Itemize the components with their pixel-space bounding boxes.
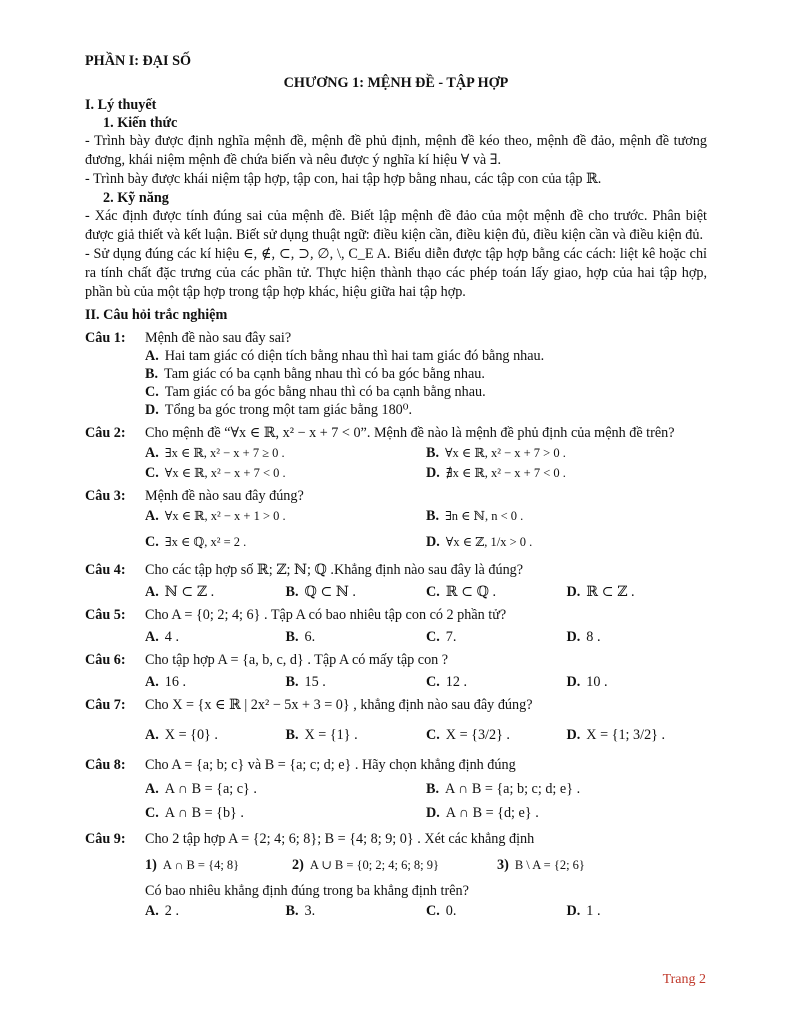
option-label: A. [145,348,159,364]
question-5 [85,606,707,624]
option-label: C. [145,465,159,481]
option-text: ∄x ∈ ℝ, x² − x + 7 < 0 . [445,466,566,480]
question-6-options [85,673,707,691]
question-number: Câu 6: [85,652,126,668]
option-label: C. [145,534,159,550]
subsection-skills: 2. Kỹ năng [103,190,169,206]
option-label: D. [426,805,440,821]
option-text: ∃x ∈ ℝ, x² − x + 7 ≥ 0 . [164,446,285,460]
question-4-options [85,583,707,601]
question-6 [85,651,707,669]
question-8-options [85,780,707,822]
option-label: A. [145,584,159,600]
option-label: A. [145,903,159,919]
option-text: A ∩ B = {d; e} . [445,805,539,821]
option-text: Tổng ba góc trong một tam giác bằng 180⁰. [164,402,413,418]
option-label: A. [145,674,159,690]
option-label: C. [426,903,440,919]
knowledge-para-1: - Trình bày được định nghĩa mệnh đề, mệnh đề phủ định, mệnh đề kéo theo, mệnh đề đảo, mệnh đề tương đương, khái niệm mệnh đề chứa biến và nêu được ý nghĩa kí hiệu ∀ và ∃. [85,133,707,168]
option-label: C. [426,727,440,743]
section-theory: I. Lý thuyết [85,97,157,113]
option-label: C. [426,674,440,690]
document-page [85,52,707,920]
option-label: B. [426,508,440,524]
statement-label: 1) [145,857,157,873]
statement-text: A ∪ B = {0; 2; 4; 6; 8; 9} [309,858,440,872]
option-label: D. [566,727,581,743]
option-text: ℝ ⊂ ℚ . [445,584,497,600]
option-text: Hai tam giác có diện tích bằng nhau thì hai tam giác đó bằng nhau. [164,348,545,364]
option-text: X = {1} . [304,727,358,743]
option-label: D. [566,674,581,690]
question-3 [85,487,707,505]
option-label: A. [145,445,159,461]
question-8 [85,756,707,774]
question-2 [85,424,707,442]
knowledge-para-2: - Trình bày được khái niệm tập hợp, tập con, hai tập hợp bằng nhau, các tập con của tập ℝ. [85,171,602,187]
option-text: ℝ ⊂ ℤ . [586,584,635,600]
option-text: X = {3/2} . [445,727,510,743]
question-5-options [85,628,707,646]
option-label: A. [145,508,159,524]
option-text: 2 . [164,903,179,919]
option-text: 15 . [304,674,326,690]
option-text: 0. [445,903,457,919]
question-3-options [85,507,707,551]
question-number: Câu 3: [85,488,126,504]
option-label: B. [285,727,299,743]
option-text: X = {1; 3/2} . [586,727,666,743]
question-7-options [85,726,707,744]
chapter-title: CHƯƠNG 1: MỆNH ĐỀ - TẬP HỢP [283,75,509,91]
option-label: D. [566,629,581,645]
option-label: A. [145,727,159,743]
option-label: D. [145,402,159,418]
option-text: 4 . [164,629,179,645]
option-label: C. [426,629,440,645]
option-text: 3. [304,903,316,919]
option-text: A ∩ B = {a; b; c; d; e} . [445,781,581,797]
option-text: ℕ ⊂ ℤ . [164,584,215,600]
question-number: Câu 1: [85,330,126,346]
question-7 [85,696,707,714]
option-label: D. [426,534,440,550]
question-number: Câu 9: [85,831,126,847]
option-text: 8 . [586,629,601,645]
option-label: D. [566,584,581,600]
option-label: D. [566,903,581,919]
option-text: Tam giác có ba cạnh bằng nhau thì có ba góc bằng nhau. [164,366,485,382]
option-text: 12 . [445,674,468,690]
question-number: Câu 4: [85,562,126,578]
option-text: A ∩ B = {a; c} . [164,781,257,797]
option-label: B. [426,445,440,461]
statement-label: 2) [292,857,304,873]
option-text: X = {0} . [164,727,218,743]
option-label: B. [426,781,440,797]
option-label: B. [145,366,159,382]
option-text: 6. [304,629,316,645]
question-number: Câu 8: [85,757,126,773]
question-4 [85,561,707,579]
question-1 [85,329,707,347]
question-stem: Cho tập hợp A = {a, b, c, d} . Tập A có mấy tập con ? [145,652,449,668]
option-text: 10 . [586,674,608,690]
question-number: Câu 7: [85,697,126,713]
option-label: A. [145,629,159,645]
option-text: ∀x ∈ ℝ, x² − x + 7 < 0 . [164,466,286,480]
question-stem: Cho A = {0; 2; 4; 6} . Tập A có bao nhiêu tập con có 2 phần tử? [145,607,507,623]
option-label: B. [285,584,299,600]
question-2-options [85,444,707,482]
question-stem: Cho mệnh đề “∀x ∈ ℝ, x² − x + 7 < 0”. Mệnh đề nào là mệnh đề phủ định của mệnh đề trên? [145,425,675,441]
question-9-statements [85,856,707,920]
question-stem: Cho X = {x ∈ ℝ | 2x² − 5x + 3 = 0} , khẳng định nào sau đây đúng? [145,697,533,713]
option-text: 16 . [164,674,187,690]
option-label: D. [426,465,440,481]
option-text: A ∩ B = {b} . [164,805,244,821]
question-stem: Mệnh đề nào sau đây đúng? [145,488,304,504]
question-stem: Cho A = {a; b; c} và B = {a; c; d; e} . Hãy chọn khẳng định đúng [145,757,516,773]
question-number: Câu 2: [85,425,126,441]
question-stem: Mệnh đề nào sau đây sai? [145,330,292,346]
option-text: ∃n ∈ ℕ, n < 0 . [445,509,524,523]
option-label: C. [145,384,159,400]
skills-para-2: - Sử dụng đúng các kí hiệu ∈, ∉, ⊂, ⊃, ∅, \, C_E A. Biểu diễn được tập hợp bằng các cách: liệt kê hoặc chỉ ra tính chất đặc trưng của các phần tử. Thực hiện thành thạo các phép toán lấy giao, hợp của hai tập hợp, phần bù của một tập hợp trong tập hợp khác, hiệu giữa hai tập hợp. [85,246,707,300]
option-label: C. [426,584,440,600]
statement-text: A ∩ B = {4; 8} [162,858,240,872]
skills-para-1: - Xác định được tính đúng sai của mệnh đề. Biết lập mệnh đề đảo của một mệnh đề cho trước. Phân biệt được giả thiết và kết luận. Biết sử dụng thuật ngữ: điều kiện cần, điều kiện đủ, điều kiện cần và điều kiện đủ. [85,208,707,243]
option-text: ∃x ∈ ℚ, x² = 2 . [164,535,247,549]
option-label: C. [145,805,159,821]
option-label: B. [285,674,299,690]
page-number: Trang 2 [662,972,706,987]
statement-text: B \ A = {2; 6} [514,858,585,872]
statement-label: 3) [497,857,509,873]
option-text: 7. [445,629,457,645]
section-questions: II. Câu hỏi trắc nghiệm [85,307,228,323]
question-1-options [85,347,707,419]
option-text: ∀x ∈ ℝ, x² − x + 7 > 0 . [445,446,566,460]
option-text: ∀x ∈ ℝ, x² − x + 1 > 0 . [164,509,286,523]
option-label: A. [145,781,159,797]
question-stem-followup: Có bao nhiêu khẳng định đúng trong ba khẳng định trên? [145,883,469,899]
option-text: 1 . [586,903,601,919]
option-label: B. [285,629,299,645]
question-stem: Cho 2 tập hợp A = {2; 4; 6; 8}; B = {4; 8; 9; 0} . Xét các khẳng định [145,831,535,847]
option-text: ℚ ⊂ ℕ . [304,584,356,600]
subsection-knowledge: 1. Kiến thức [103,115,178,131]
question-stem: Cho các tập hợp số ℝ; ℤ; ℕ; ℚ .Khẳng định nào sau đây là đúng? [145,562,524,578]
part-heading: PHẦN I: ĐẠI SỐ [85,53,192,69]
question-number: Câu 5: [85,607,126,623]
option-text: Tam giác có ba góc bằng nhau thì có ba cạnh bằng nhau. [164,384,486,400]
option-label: B. [285,903,299,919]
option-text: ∀x ∈ ℤ, 1/x > 0 . [445,535,533,549]
question-9 [85,830,707,848]
